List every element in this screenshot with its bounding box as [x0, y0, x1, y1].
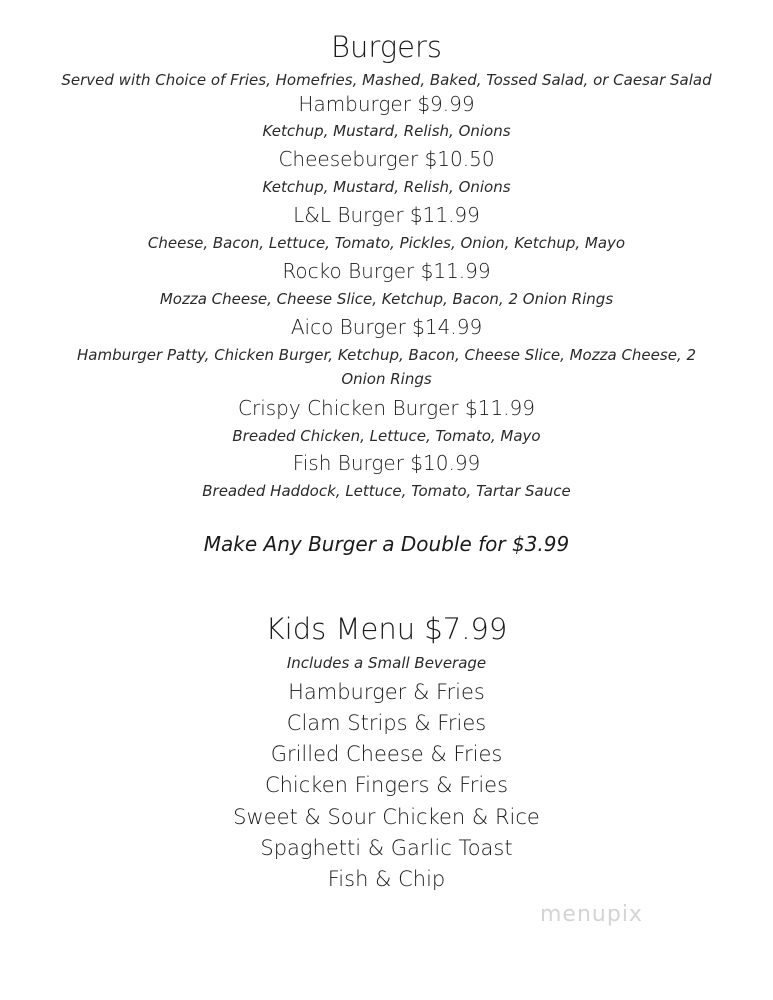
- menu-item-name: Fish Burger $10.99: [292, 451, 481, 475]
- burgers-heading: Burgers: [330, 30, 443, 64]
- kids-menu-heading: Kids Menu $7.99: [265, 612, 508, 646]
- menu-item-description: Hamburger Patty, Chicken Burger, Ketchup, Bacon, Cheese Slice, Mozza Cheese, 2: [76, 346, 697, 364]
- menu-item-name: Cheeseburger $10.50: [278, 147, 495, 171]
- burgers-subtitle: Served with Choice of Fries, Homefries, Mashed, Baked, Tossed Salad, or Caesar Salad: [61, 71, 712, 89]
- menu-item-description: Ketchup, Mustard, Relish, Onions: [262, 178, 511, 196]
- menu-item-name: Aico Burger $14.99: [290, 315, 483, 339]
- kids-menu-item: Spaghetti & Garlic Toast: [260, 836, 513, 860]
- kids-menu-item: Hamburger & Fries: [288, 680, 485, 704]
- menu-item-description: Mozza Cheese, Cheese Slice, Ketchup, Bacon, 2 Onion Rings: [159, 290, 614, 308]
- menu-item-description: Breaded Haddock, Lettuce, Tomato, Tartar Sauce: [202, 482, 571, 500]
- menu-item-name: Hamburger $9.99: [298, 92, 475, 116]
- menu-item-description: Breaded Chicken, Lettuce, Tomato, Mayo: [232, 427, 541, 445]
- menupix-watermark: menupix: [540, 902, 643, 927]
- kids-menu-item: Clam Strips & Fries: [286, 711, 487, 735]
- menu-item-name: Rocko Burger $11.99: [282, 259, 491, 283]
- menu-item-description: Ketchup, Mustard, Relish, Onions: [262, 122, 511, 140]
- double-burger-note: Make Any Burger a Double for $3.99: [203, 532, 570, 556]
- kids-menu-item: Chicken Fingers & Fries: [264, 773, 509, 797]
- menu-item-name: L&L Burger $11.99: [293, 203, 480, 227]
- kids-menu-item: Fish & Chip: [327, 867, 446, 891]
- kids-menu-subtitle: Includes a Small Beverage: [286, 654, 487, 672]
- menu-item-name: Crispy Chicken Burger $11.99: [238, 396, 535, 420]
- kids-menu-item: Grilled Cheese & Fries: [270, 742, 503, 766]
- kids-menu-item: Sweet & Sour Chicken & Rice: [233, 805, 540, 829]
- menu-item-description: Cheese, Bacon, Lettuce, Tomato, Pickles, Onion, Ketchup, Mayo: [147, 234, 626, 252]
- menu-item-description-continued: Onion Rings: [341, 370, 432, 388]
